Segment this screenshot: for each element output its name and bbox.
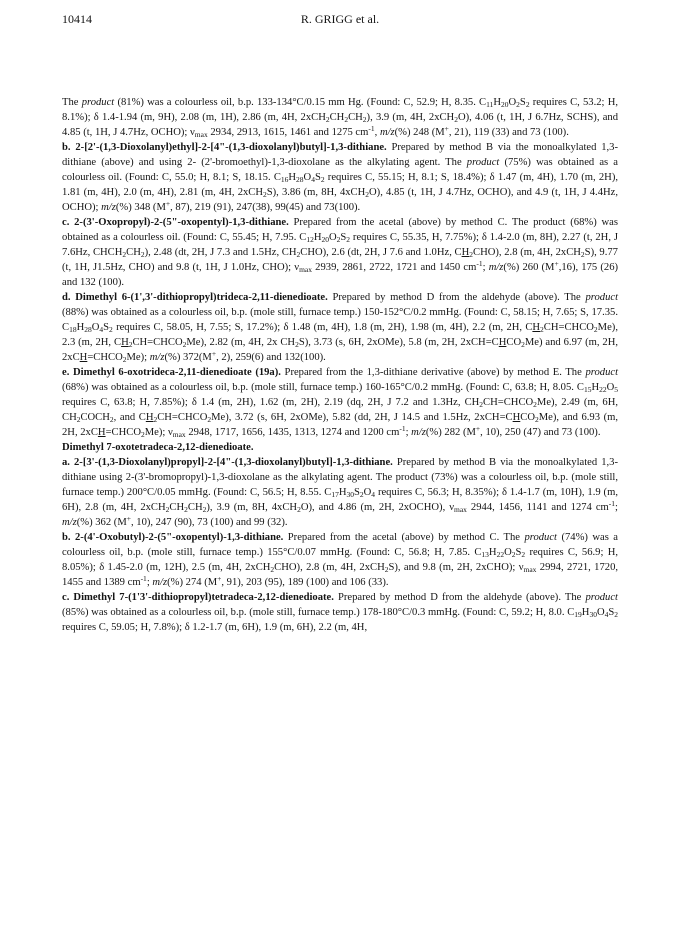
text-segment: ; [482,262,489,273]
text-segment: product [585,292,619,303]
text-segment: S), 3.86 (m, 8H, 4xCH [266,187,366,198]
text-segment: (81%) was a colourless oil, b.p. 133-134°C/0.15 mm Hg. (Found: C, 52.9; H, 8.35. C [114,97,487,108]
text-segment: 2 [109,415,114,424]
text-segment: 16 [280,175,289,184]
compound-heading: Dimethyl 7-oxotetradeca-2,12-dienedioate. [62,442,254,453]
text-segment: 4 [99,325,104,334]
text-segment: 2 [263,190,267,199]
text-segment: 2948, 1717, 1656, 1435, 1313, 1274 and 1200 cm [185,427,400,438]
text-segment: H [581,607,590,618]
text-segment: product [585,367,619,378]
text-segment: 12 [306,235,314,244]
text-segment: max [454,505,467,514]
text-segment: max [194,130,208,139]
text-segment: + [444,124,449,133]
compound-heading: c. Dimethyl 7-(1'3'-dithiopropyl)tetradeca-2,12-dienedioate. [62,592,334,603]
experimental-paragraph [62,95,618,140]
text-segment: (85%) was obtained as a colourless oil, b.p. (mole still, furnace temp.) 178-180°C/0.3 mmHg. (Found: C, 59.2; H, 8.0. C [62,607,575,618]
text-segment: requires C, 59.05; H, 7.8%); δ 1.2-1.7 (m, 6H), 1.9 (m, 6H), 2.2 (m, 4H, [62,622,368,633]
text-segment: Prepared from the acetal (above) by method C. The product (68%) was obtained as a colourless oil. (Found: C, 55.45; H, 7.95. C [62,217,619,243]
text-segment: O [508,97,517,108]
text-segment: O [504,547,512,558]
text-segment: 13 [481,550,489,559]
text-segment: -1 [140,574,147,583]
text-segment: 2 [362,115,367,124]
text-segment: 2 [182,340,187,349]
text-segment: 2 [320,175,325,184]
text-segment: H [145,412,154,423]
text-segment: 2 [140,250,145,259]
text-segment: m/z [379,127,395,138]
text-segment: 2 [296,250,301,259]
text-segment: Prepared by method D from the aldehyde (above). The [333,592,586,603]
text-segment: requires C, 55.35, H, 7.75%); δ 1.4-2.0 (m, 8H), 2.27 (t, 2H, J 7.6Hz, CHCH [62,232,618,258]
text-segment: Prepared by method B via the monoalkylated 1,3-dithiane using 2-(3'-bromopropyl)-1,3-dioxolane as the alkylating agent. The product (73%) was a colourless oil, b.p. (mole still, furnace temp.) 200°C/0.05 mmHg. (Found: C, 56.5; H, 8.55. C [62,457,618,498]
text-segment: , 87), 219 (91), 247(38), 99(45) and 73(100). [170,202,361,213]
text-segment: 2 [521,550,526,559]
text-segment: Me) and 6.97 (m, 2H, 2xC [62,337,619,363]
text-segment: O [91,322,100,333]
text-segment: CH [169,502,185,513]
text-segment: ), 3.9 (m, 8H, 4xCH [206,502,298,513]
text-segment: requires C, 56.9; H, 8.05%); δ 1.45-2.0 (m, 12H), 2.5 (m, 4H, 2xCH [62,547,618,573]
text-segment: O [606,382,615,393]
text-segment: S), 3.73 (s, 6H, 2xOMe), 5.8 (m, 2H, 2xCH=C [298,337,499,348]
text-segment: 17 [331,490,339,499]
text-segment: 2 [365,190,370,199]
text-segment: H [288,172,297,183]
text-segment: -1 [608,499,616,508]
text-segment: 2 [521,340,525,349]
text-segment: (%) 282 (M [425,427,476,438]
text-segment: 4 [311,175,315,184]
text-segment: CH=CHCO [157,412,208,423]
text-segment: max [523,565,537,574]
text-segment: 2 [469,250,474,259]
page-header [62,12,618,32]
text-segment: ), 2.48 (dt, 2H, J 7.3 and 1.5Hz, CH [144,247,297,258]
text-segment: , [374,127,380,138]
text-segment: 20 [501,100,509,109]
text-segment: + [165,199,171,208]
text-segment: H [461,247,470,258]
compound-heading: c. 2-(3'-Oxopropyl)-2-(5"-oxopentyl)-1,3-dithiane. [62,217,289,228]
text-segment: -1 [476,259,483,268]
text-segment: S), 9.77 (t, 1H, J1.5Hz, CHO) and 9.8 (t, 1H, J 1.0Hz, CHO); ν [62,247,618,273]
running-head: R. GRIGG et al. [300,12,380,26]
compound-heading: b. 2-[2'-(1,3-Dioxolanyl)ethyl]-2-[4"-(1,3-dioxolanyl)butyl]-1,3-dithiane. [62,142,387,153]
text-segment: S [314,172,321,183]
text-segment: CHO), 2.6 (dt, 2H, J 7.6 and 1.0Hz, C [300,247,462,258]
text-segment: 2 [479,400,484,409]
text-segment: (%) 372(M [164,352,212,363]
text-segment: S [608,607,615,618]
text-segment: , 10), 247 (90), 73 (100) and 99 (32). [130,517,288,528]
text-segment: =CHCO [87,352,123,363]
text-segment: Me), 2.49 (m, 6H, CH [62,397,619,423]
text-segment: 5 [614,385,618,394]
text-segment: max [172,430,186,439]
text-segment: 2 [593,325,598,334]
text-segment: ; [146,577,153,588]
text-segment: 2 [384,565,389,574]
text-segment: requires C, 58.05, H, 7.55; S, 17.2%); δ 1.48 (m, 4H), 1.8 (m, 2H), 1.98 (m, 4H), 2.2 (m, 2H, C [112,322,533,333]
text-segment: Prepared from the acetal (above) by method C. The [283,532,525,543]
text-segment: CH=CHCO [132,337,183,348]
text-segment: ,16), 175 (26) and 132 (100). [62,262,619,288]
text-segment: 2 [165,505,170,514]
text-segment: requires C, 55.15; H, 8.1; S, 18.4%); δ 1.47 (m, 4H), 1.70 (m, 2H), 1.81 (m, 4H), 2.0 (m, 4H), 2.81 (m, 4H, 2xCH [62,172,618,198]
text-segment: product [81,97,115,108]
text-segment: CHO), 2.8 (m, 4H, 2xCH [473,247,581,258]
text-segment: , 21), 119 (33) and 73 (100). [448,127,569,138]
text-segment: (75%) was obtained as a colourless oil. (Found: C, 55.0; H, 8.1; S, 18.15. C [62,157,618,183]
experimental-paragraph [62,455,618,530]
article-body [62,95,618,635]
text-segment: S [353,487,360,498]
text-segment: , 2), 259(6) and 132(100). [216,352,326,363]
text-segment: (%) 260 (M [503,262,555,273]
text-segment: H [591,382,600,393]
text-segment: CH=CHCO [483,397,534,408]
text-segment: (%) 362 (M [76,517,127,528]
text-segment: S), and 9.8 (m, 2H, 2xCHO); ν [388,562,524,573]
text-segment: 28 [296,175,304,184]
text-segment: 2 [516,100,520,109]
text-segment: Me), 2.82 (m, 4H, 2x CH [186,337,296,348]
text-segment: S [519,97,526,108]
text-segment: Me); [126,352,150,363]
text-segment: requires C, 56.3; H, 8.35%); δ 1.4-1.7 (m, 10H), 1.9 (m, 6H), 2.8 (m, 4H, 2xCH [62,487,618,513]
text-segment: 2 [325,115,330,124]
text-segment: 28 [84,325,92,334]
text-segment: m/z [152,577,168,588]
text-segment: 2 [207,415,212,424]
text-segment: 2994, 2721, 1720, 1455 and 1389 cm [62,562,619,588]
text-segment: 2 [140,430,145,439]
text-segment: S [340,232,347,243]
text-segment: 2 [359,490,364,499]
text-segment: 2 [109,325,113,334]
compound-heading: a. 2-[3'-(1,3-Dioxolanyl)propyl]-2-[4"-(1,3-dioxolanyl)butyl]-1,3-dithiane. [62,457,393,468]
text-segment: H [313,232,322,243]
text-segment: H [97,427,106,438]
text-segment: ; [405,427,412,438]
text-segment: 2 [336,235,341,244]
text-segment: 4 [604,610,609,619]
text-segment: + [475,424,481,433]
text-segment: 2 [153,415,158,424]
text-segment: product [585,592,618,603]
text-segment: CH [329,112,345,123]
text-segment: Prepared from the 1,3-dithiane derivative (above) by method E. The [280,367,586,378]
text-segment: , 91), 203 (95), 189 (100) and 106 (33). [221,577,389,588]
experimental-paragraph [62,440,618,455]
text-segment: 2939, 2861, 2722, 1721 and 1450 cm [312,262,477,273]
text-segment: (74%) was a colourless oil, b.p. (mole still, furnace temp.) 155°C/0.07 mmHg. (Found: C, 56.8; H, 7.85. C [62,532,619,558]
text-segment: CH=CHCO [543,322,594,333]
text-segment: 11 [486,100,494,109]
text-segment: (%) 274 (M [167,577,218,588]
text-segment: 2 [122,250,127,259]
text-segment: Me), 3.72 (s, 6H, 2xOMe), 5.82 (dd, 2H, J 14.5 and 1.5Hz, 2xCH=C [211,412,513,423]
text-segment: H [498,337,507,348]
text-segment: m/z [62,517,77,528]
text-segment: ; [615,502,618,513]
text-segment: CHO), 2.8 (m, 4H, 2xCH [274,562,385,573]
text-segment: O [303,172,312,183]
text-segment: (%) 348 (M [115,202,166,213]
text-segment: Me), and 6.93 (m, 2H, 2xC [62,412,618,438]
text-segment: max [299,265,313,274]
text-segment: 30 [589,610,597,619]
experimental-paragraph [62,365,618,440]
text-segment: (88%) was obtained as a colourless oil, b.p. (mole still, furnace temp.) 150-152°C/0.2 mmHg. (Found: C, 58.15; H, 7.65; S, 17.35. C [62,307,618,333]
text-segment: 2 [454,115,458,124]
text-segment: 15 [583,385,592,394]
text-segment: 2 [511,550,516,559]
text-segment: 30 [346,490,354,499]
text-segment: + [554,259,559,268]
text-segment: CH [126,247,141,258]
text-segment: O), 4.85 (t, 1H, J 4.7Hz, OCHO), and 4.9 (t, 1H, J 4.4Hz, OCHO); [62,187,619,213]
text-segment: Me); ν [144,427,173,438]
experimental-paragraph [62,215,618,290]
text-segment: COCH [80,412,110,423]
text-segment: CO [506,337,522,348]
text-segment: 2 [540,325,544,334]
text-segment: S [103,322,110,333]
text-segment: 2 [580,250,585,259]
text-segment: H [76,322,85,333]
text-segment: =CHCO [105,427,141,438]
experimental-paragraph [62,590,618,635]
text-segment: S [515,547,522,558]
text-segment: requires C, 53.2; H, 8.1%); δ 1.4-1.94 (m, 9H), 2.08 (m, 1H), 2.86 (m, 4H, 2xCH [62,97,618,123]
text-segment: (68%) was obtained as a colourless oil, b.p. (mole still, furnace temp.) 160-165°C/0.2 mmHg. (Found: C, 63.8; H, 8.05. C [62,382,584,393]
text-segment: m/z [101,202,116,213]
text-segment: 2934, 2913, 1615, 1461 and 1275 cm [207,127,369,138]
text-segment: CO [520,412,535,423]
text-segment: 4 [371,490,376,499]
text-segment: Me), 2.3 (m, 2H, C [62,322,618,348]
text-segment: -1 [368,124,375,133]
text-segment: + [217,574,222,583]
text-segment: 2 [533,400,537,409]
text-segment: H [488,547,497,558]
text-segment: O [363,487,372,498]
experimental-paragraph [62,530,618,590]
text-segment: 22 [599,385,607,394]
text-segment: 2 [344,115,349,124]
compound-heading: d. Dimethyl 6-(1',3'-dithiopropyl)trideca-2,11-dienedioate. [62,292,328,303]
text-segment: O [596,607,605,618]
text-segment: 2 [184,505,188,514]
text-segment: H [532,322,541,333]
text-segment: H [79,352,88,363]
text-segment: 20 [321,235,329,244]
text-segment: 2944, 1456, 1141 and 1274 cm [466,502,609,513]
page-number: 10414 [62,12,92,26]
text-segment: m/z [411,427,426,438]
text-segment: 2 [122,355,127,364]
text-segment: H [512,412,521,423]
experimental-paragraph [62,290,618,365]
text-segment: 2 [128,340,133,349]
text-segment: The [62,97,82,108]
text-segment: , and C [113,412,146,423]
text-segment: product [466,157,500,168]
text-segment: CH [348,112,363,123]
text-segment: O [328,232,337,243]
text-segment: requires C, 63.8; H, 7.85%); δ 1.4 (m, 2H), 1.62 (m, 2H), 2.19 (dq, 2H, J 7.2 and 1.3Hz, CH [62,397,480,408]
text-segment: O), 4.06 (t, 1H, J 6.7Hz, SCHS), and 4.85 (t, 1H, J 4.7Hz, OCHO); ν [62,112,618,138]
text-segment: ), 3.9 (m, 4H, 2xCH [366,112,455,123]
text-segment: 2 [614,610,618,619]
compound-heading: b. 2-(4'-Oxobutyl)-2-(5"-oxopentyl)-1,3-dithiane. [62,532,284,543]
text-segment: 18 [69,325,77,334]
text-segment: 2 [295,340,299,349]
text-segment: 2 [346,235,351,244]
text-segment: + [126,514,131,523]
text-segment: 2 [270,565,275,574]
text-segment: + [211,349,217,358]
text-segment: , 10), 250 (47) and 73 (100). [480,427,601,438]
text-segment: 2 [202,505,207,514]
text-segment: 2 [76,415,81,424]
text-segment: (%) 248 (M [394,127,445,138]
text-segment: 2 [525,100,530,109]
text-segment: 2 [297,505,301,514]
text-segment: -1 [399,424,406,433]
text-segment: O), and 4.86 (m, 2H, 2xOCHO), ν [300,502,455,513]
text-segment: Prepared by method D from the aldehyde (above). The [327,292,586,303]
experimental-paragraph [62,140,618,215]
text-segment: 22 [496,550,505,559]
text-segment: H [338,487,347,498]
text-segment: m/z [488,262,504,273]
text-segment: H [121,337,129,348]
compound-heading: e. Dimethyl 6-oxotrideca-2,11-dienedioate (19a). [62,367,281,378]
text-segment: 19 [574,610,582,619]
text-segment: product [524,532,557,543]
text-segment: 2 [535,415,539,424]
text-segment: H [493,97,501,108]
text-segment: m/z [149,352,165,363]
text-segment: Prepared by method B via the monoalkylated 1,3-dithiane (above) and using 2- (2'-bromoethyl)-1,3-dioxolane as the alkylating agent. The [62,142,618,168]
text-segment: CH [187,502,203,513]
